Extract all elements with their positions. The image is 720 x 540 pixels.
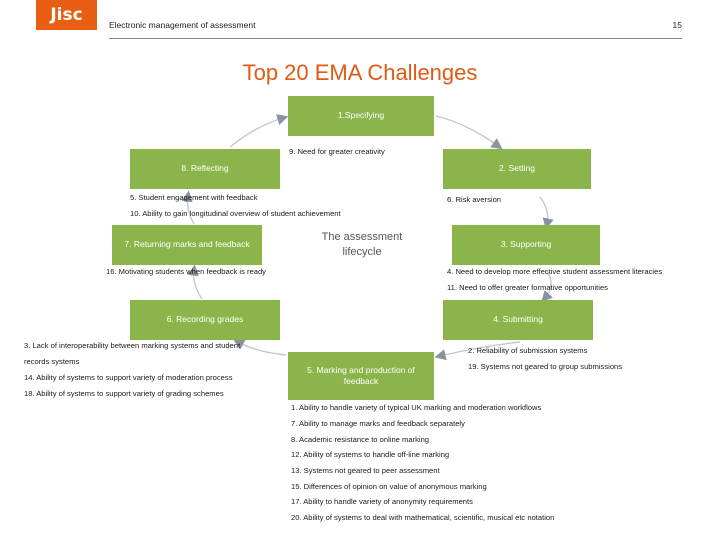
- stage-setting: 2. Setting: [443, 149, 591, 189]
- note-returning: 16. Motivating students when feedback is ready: [106, 267, 266, 276]
- note-reflecting: 5. Student engagement with feedback: [130, 193, 258, 202]
- jisc-logo: Jisc: [36, 0, 97, 30]
- stage-returning: 7. Returning marks and feedback: [112, 225, 262, 265]
- note-supporting: 4. Need to develop more effective student assessment literacies: [447, 267, 663, 276]
- note-marking: 12. Ability of systems to handle off-line marking: [291, 450, 450, 459]
- note-marking: 15. Differences of opinion on value of anonymous marking: [291, 482, 487, 491]
- note-reflecting: 10. Ability to gain longitudinal overview of student achievement: [130, 209, 341, 218]
- page-number: 15: [672, 20, 682, 30]
- document-title: Electronic management of assessment: [109, 20, 256, 30]
- note-recording: 14. Ability of systems to support variety of moderation process: [24, 373, 233, 382]
- note-marking: 1. Ability to handle variety of typical UK marking and moderation workflows: [291, 403, 542, 412]
- stage-marking: 5. Marking and production of feedback: [288, 352, 434, 400]
- lifecycle-label: [312, 230, 412, 260]
- note-marking: 7. Ability to manage marks and feedback separately: [291, 419, 465, 428]
- note-marking: 8. Academic resistance to online marking: [291, 435, 430, 444]
- note-recording: records systems: [24, 357, 80, 366]
- stage-specifying: 1.Specifying: [288, 96, 434, 136]
- note-submitting: 2. Reliability of submission systems: [468, 346, 588, 355]
- arrow-setting-to-supporting: [540, 197, 548, 224]
- note-marking: 13. Systems not geared to peer assessment: [291, 466, 440, 475]
- note-marking: 20. Ability of systems to deal with mathematical, scientific, musical etc notation: [291, 513, 555, 522]
- note-setting: 6. Risk aversion: [447, 195, 502, 204]
- stage-supporting: 3. Supporting: [452, 225, 600, 265]
- note-recording: 3. Lack of interoperability between marking systems and student: [24, 341, 241, 350]
- stage-recording: 6. Recording grades: [130, 300, 280, 340]
- lifecycle-label-line: The assessment: [321, 231, 403, 243]
- note-supporting: 11. Need to offer greater formative opportunities: [447, 283, 608, 292]
- arrow-marking-to-recording: [238, 342, 286, 355]
- note-marking: 17. Ability to handle variety of anonymity requirements: [291, 497, 473, 506]
- lifecycle-label-line: lifecycle: [342, 245, 382, 258]
- stage-reflecting: 8. Reflecting: [130, 149, 280, 189]
- stage-submitting: 4. Submitting: [443, 300, 593, 340]
- arrow-specifying-to-setting: [436, 116, 498, 146]
- page-title: Top 20 EMA Challenges: [242, 60, 478, 85]
- note-specifying: 9. Need for greater creativity: [289, 147, 385, 156]
- note-submitting: 19. Systems not geared to group submissions: [468, 362, 623, 371]
- note-recording: 18. Ability of systems to support variety of grading schemes: [24, 389, 224, 398]
- arrow-reflecting-to-specifying: [230, 118, 283, 147]
